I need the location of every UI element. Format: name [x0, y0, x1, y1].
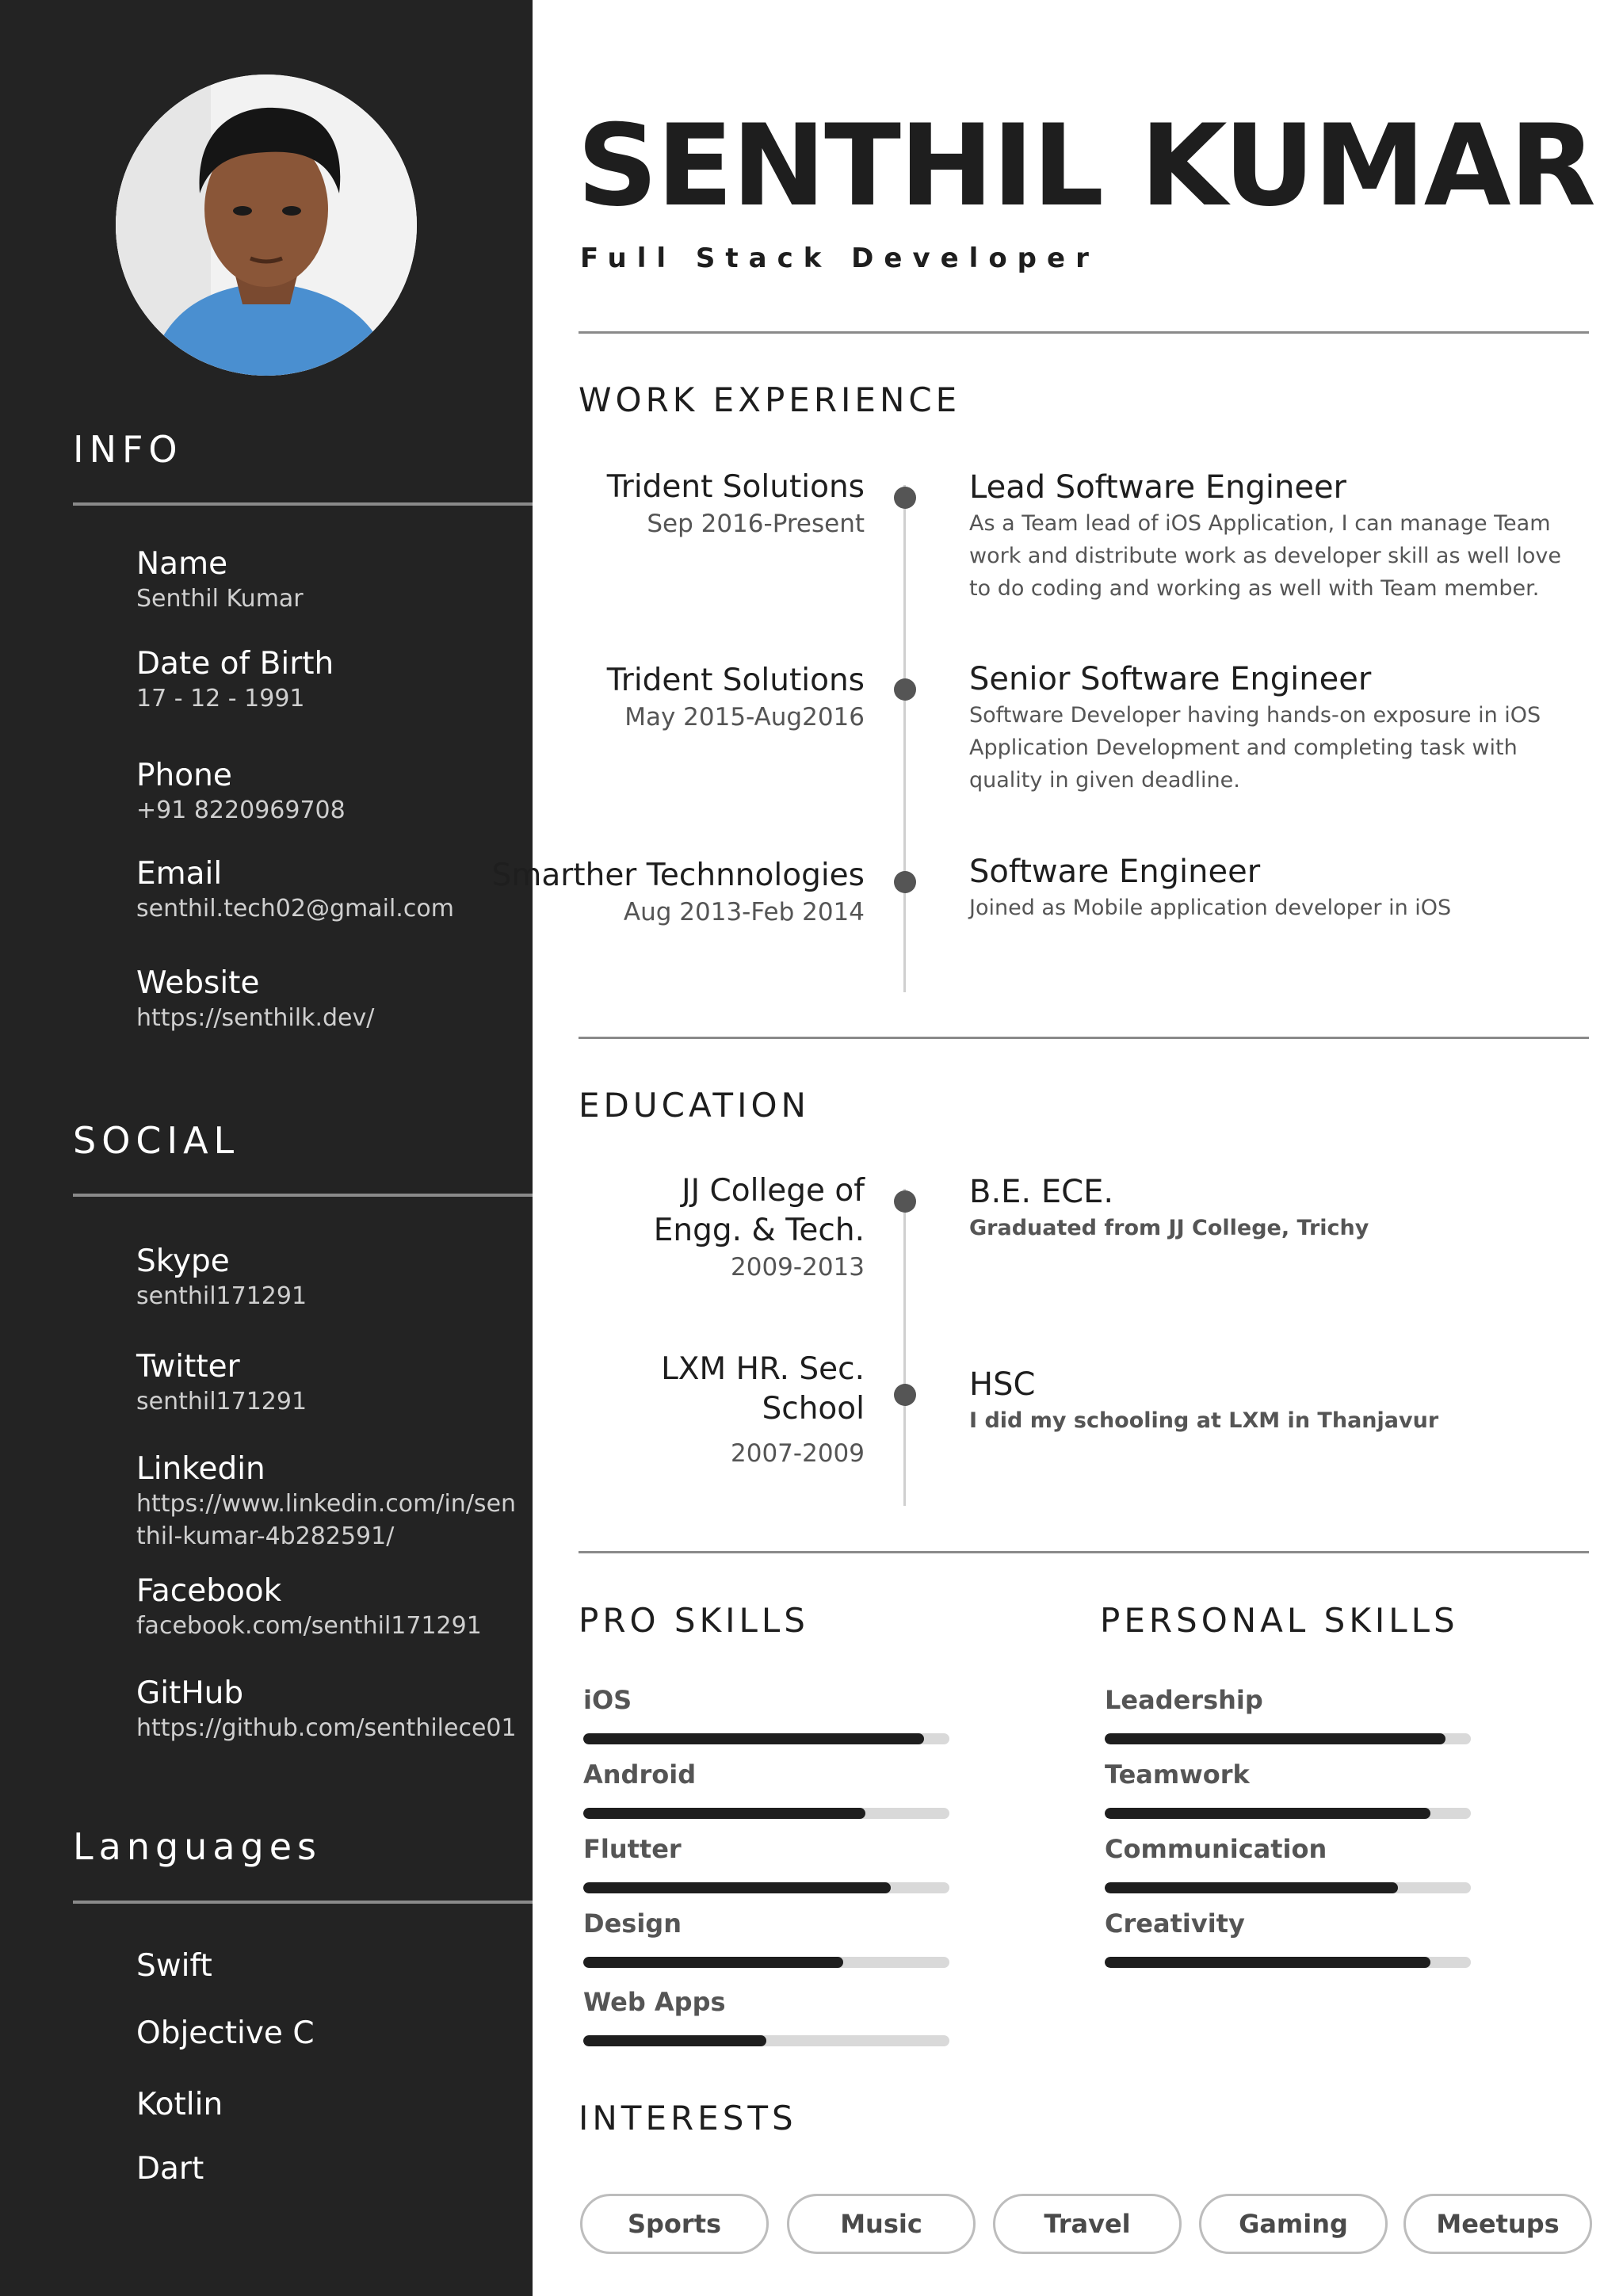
skill-bar-fill	[1105, 1882, 1398, 1893]
work-item-right	[969, 659, 1571, 797]
skill-bar-fill	[1105, 1957, 1430, 1968]
skill-bar-track	[1105, 1957, 1471, 1968]
skill-item	[583, 1684, 956, 1716]
work-dates: May 2015-Aug2016	[624, 703, 865, 732]
degree: B.E. ECE.	[969, 1174, 1114, 1210]
info-label: Email	[136, 856, 223, 892]
skill-item	[583, 1759, 956, 1790]
school-name: LXM HR. Sec. School	[661, 1351, 865, 1427]
skill-bar-track	[583, 1957, 949, 1968]
info-value: senthil.tech02@gmail.com	[136, 895, 454, 923]
timeline-dot	[894, 871, 916, 893]
info-value: https://senthilk.dev/	[136, 1004, 375, 1032]
skill-label: Web Apps	[583, 1987, 726, 2017]
job-role: Senior Software Engineer	[969, 661, 1372, 697]
social-item-github	[136, 1675, 525, 1744]
info-item-name	[136, 546, 525, 615]
info-value: 17 - 12 - 1991	[136, 685, 305, 712]
skill-item	[583, 1833, 956, 1865]
skill-label: Creativity	[1105, 1908, 1245, 1939]
sidebar	[0, 0, 533, 2296]
interest-chip: Travel	[993, 2194, 1182, 2254]
info-label: Website	[136, 965, 260, 1001]
education-dates: 2007-2009	[731, 1439, 865, 1468]
education-description: I did my schooling at LXM in Thanjavur	[969, 1408, 1439, 1433]
social-value: senthil171291	[136, 1388, 307, 1415]
skill-label: Communication	[1105, 1834, 1327, 1864]
education-item-left	[611, 1350, 865, 1470]
skill-bar-track	[583, 1808, 949, 1819]
education-divider	[579, 1551, 1589, 1553]
job-description: Joined as Mobile application developer in iOS	[969, 896, 1452, 920]
language-item: Objective C	[136, 2015, 315, 2051]
info-label: Phone	[136, 758, 232, 793]
social-item-skype	[136, 1244, 525, 1312]
work-item-left	[516, 661, 865, 734]
info-label: Date of Birth	[136, 646, 334, 682]
info-item-phone	[136, 758, 525, 827]
skill-bar-fill	[583, 2035, 766, 2046]
header-divider	[579, 331, 1589, 334]
info-heading: INFO	[73, 428, 183, 471]
work-dates: Sep 2016-Present	[647, 510, 865, 538]
job-description: Software Developer having hands-on exposure in iOS Application Development and completing task with quality in given deadline.	[969, 703, 1541, 793]
social-label: Facebook	[136, 1573, 282, 1609]
social-item-facebook	[136, 1573, 525, 1642]
social-divider	[73, 1194, 533, 1197]
timeline-dot	[894, 678, 916, 701]
skill-item	[583, 1908, 956, 1939]
timeline-dot	[894, 1384, 916, 1406]
social-value: https://github.com/senthilece01	[136, 1714, 517, 1742]
language-item: Swift	[136, 1948, 212, 1984]
skill-bar-track	[1105, 1733, 1471, 1744]
education-item-right	[969, 1172, 1571, 1244]
personal-skills-title: PERSONAL SKILLS	[1100, 1601, 1459, 1640]
pro-skills-title: PRO SKILLS	[579, 1601, 809, 1640]
work-experience-title: WORK EXPERIENCE	[579, 380, 961, 419]
social-label: Skype	[136, 1244, 230, 1279]
company-name: Trident Solutions	[606, 469, 865, 505]
education-description: Graduated from JJ College, Trichy	[969, 1216, 1369, 1240]
skill-bar-track	[583, 1882, 949, 1893]
social-value: senthil171291	[136, 1282, 307, 1310]
interest-chip: Meetups	[1403, 2194, 1592, 2254]
social-value: https://www.linkedin.com/in/senthil-kumar-4b282591/	[136, 1490, 517, 1550]
skill-bar-fill	[1105, 1733, 1445, 1744]
social-label: Linkedin	[136, 1451, 265, 1487]
skill-item	[1105, 1833, 1477, 1865]
info-item-email	[136, 856, 525, 925]
work-item-right	[969, 468, 1571, 605]
education-item-right	[969, 1365, 1571, 1437]
school-name: JJ College of Engg. & Tech.	[653, 1173, 865, 1248]
languages-heading: Languages	[73, 1825, 322, 1868]
work-divider	[579, 1037, 1589, 1039]
interests-title: INTERESTS	[579, 2099, 797, 2137]
social-item-linkedin	[136, 1451, 525, 1553]
info-value: +91 8220969708	[136, 797, 346, 824]
social-label: Twitter	[136, 1349, 240, 1385]
job-description: As a Team lead of iOS Application, I can manage Team work and distribute work as developer skill as well love to do coding and working as well with Team member.	[969, 511, 1562, 601]
job-role: Software Engineer	[969, 854, 1261, 890]
language-item: Kotlin	[136, 2087, 223, 2122]
job-title: Full Stack Developer	[580, 243, 1099, 274]
skill-bar-track	[583, 2035, 949, 2046]
education-item-left	[611, 1171, 865, 1284]
education-timeline-line	[903, 1189, 906, 1506]
skill-bar-fill	[1105, 1808, 1430, 1819]
company-name: Trident Solutions	[606, 663, 865, 698]
social-heading: SOCIAL	[73, 1119, 240, 1162]
info-value: Senthil Kumar	[136, 585, 304, 613]
degree: HSC	[969, 1366, 1036, 1403]
skill-label: Leadership	[1105, 1685, 1263, 1715]
info-item-dob	[136, 646, 525, 715]
work-dates: Aug 2013-Feb 2014	[623, 898, 865, 926]
skill-item	[1105, 1759, 1477, 1790]
skill-label: Teamwork	[1105, 1759, 1250, 1790]
work-item-left	[468, 856, 865, 929]
avatar	[116, 74, 417, 376]
languages-divider	[73, 1901, 533, 1904]
social-label: GitHub	[136, 1675, 244, 1711]
company-name: Smarther Technnologies	[491, 858, 865, 893]
skill-item	[1105, 1684, 1477, 1716]
skill-bar-fill	[583, 1733, 924, 1744]
skill-label: Flutter	[583, 1834, 682, 1864]
info-item-website	[136, 965, 525, 1034]
work-item-left	[516, 468, 865, 541]
interest-chip: Sports	[580, 2194, 769, 2254]
education-title: EDUCATION	[579, 1086, 810, 1125]
interest-chip: Gaming	[1199, 2194, 1388, 2254]
work-timeline-line	[903, 485, 906, 992]
skill-label: iOS	[583, 1685, 632, 1715]
profile-photo-icon	[116, 74, 417, 376]
info-divider	[73, 502, 533, 506]
interest-chip: Music	[787, 2194, 976, 2254]
skill-item	[583, 1986, 956, 2018]
skill-bar-fill	[583, 1957, 843, 1968]
job-role: Lead Software Engineer	[969, 469, 1346, 506]
skill-bar-fill	[583, 1882, 891, 1893]
timeline-dot	[894, 487, 916, 509]
skill-bar-track	[583, 1733, 949, 1744]
language-item: Dart	[136, 2151, 204, 2187]
skill-label: Android	[583, 1759, 697, 1790]
skill-bar-track	[1105, 1882, 1471, 1893]
social-item-twitter	[136, 1349, 525, 1418]
social-value: facebook.com/senthil171291	[136, 1612, 482, 1640]
skill-bar-fill	[583, 1808, 865, 1819]
education-dates: 2009-2013	[731, 1253, 865, 1282]
info-label: Name	[136, 546, 228, 582]
skill-bar-track	[1105, 1808, 1471, 1819]
skill-item	[1105, 1908, 1477, 1939]
timeline-dot	[894, 1190, 916, 1213]
work-item-right	[969, 852, 1571, 924]
full-name: SENTHIL KUMAR	[577, 101, 1594, 231]
skill-label: Design	[583, 1908, 682, 1939]
